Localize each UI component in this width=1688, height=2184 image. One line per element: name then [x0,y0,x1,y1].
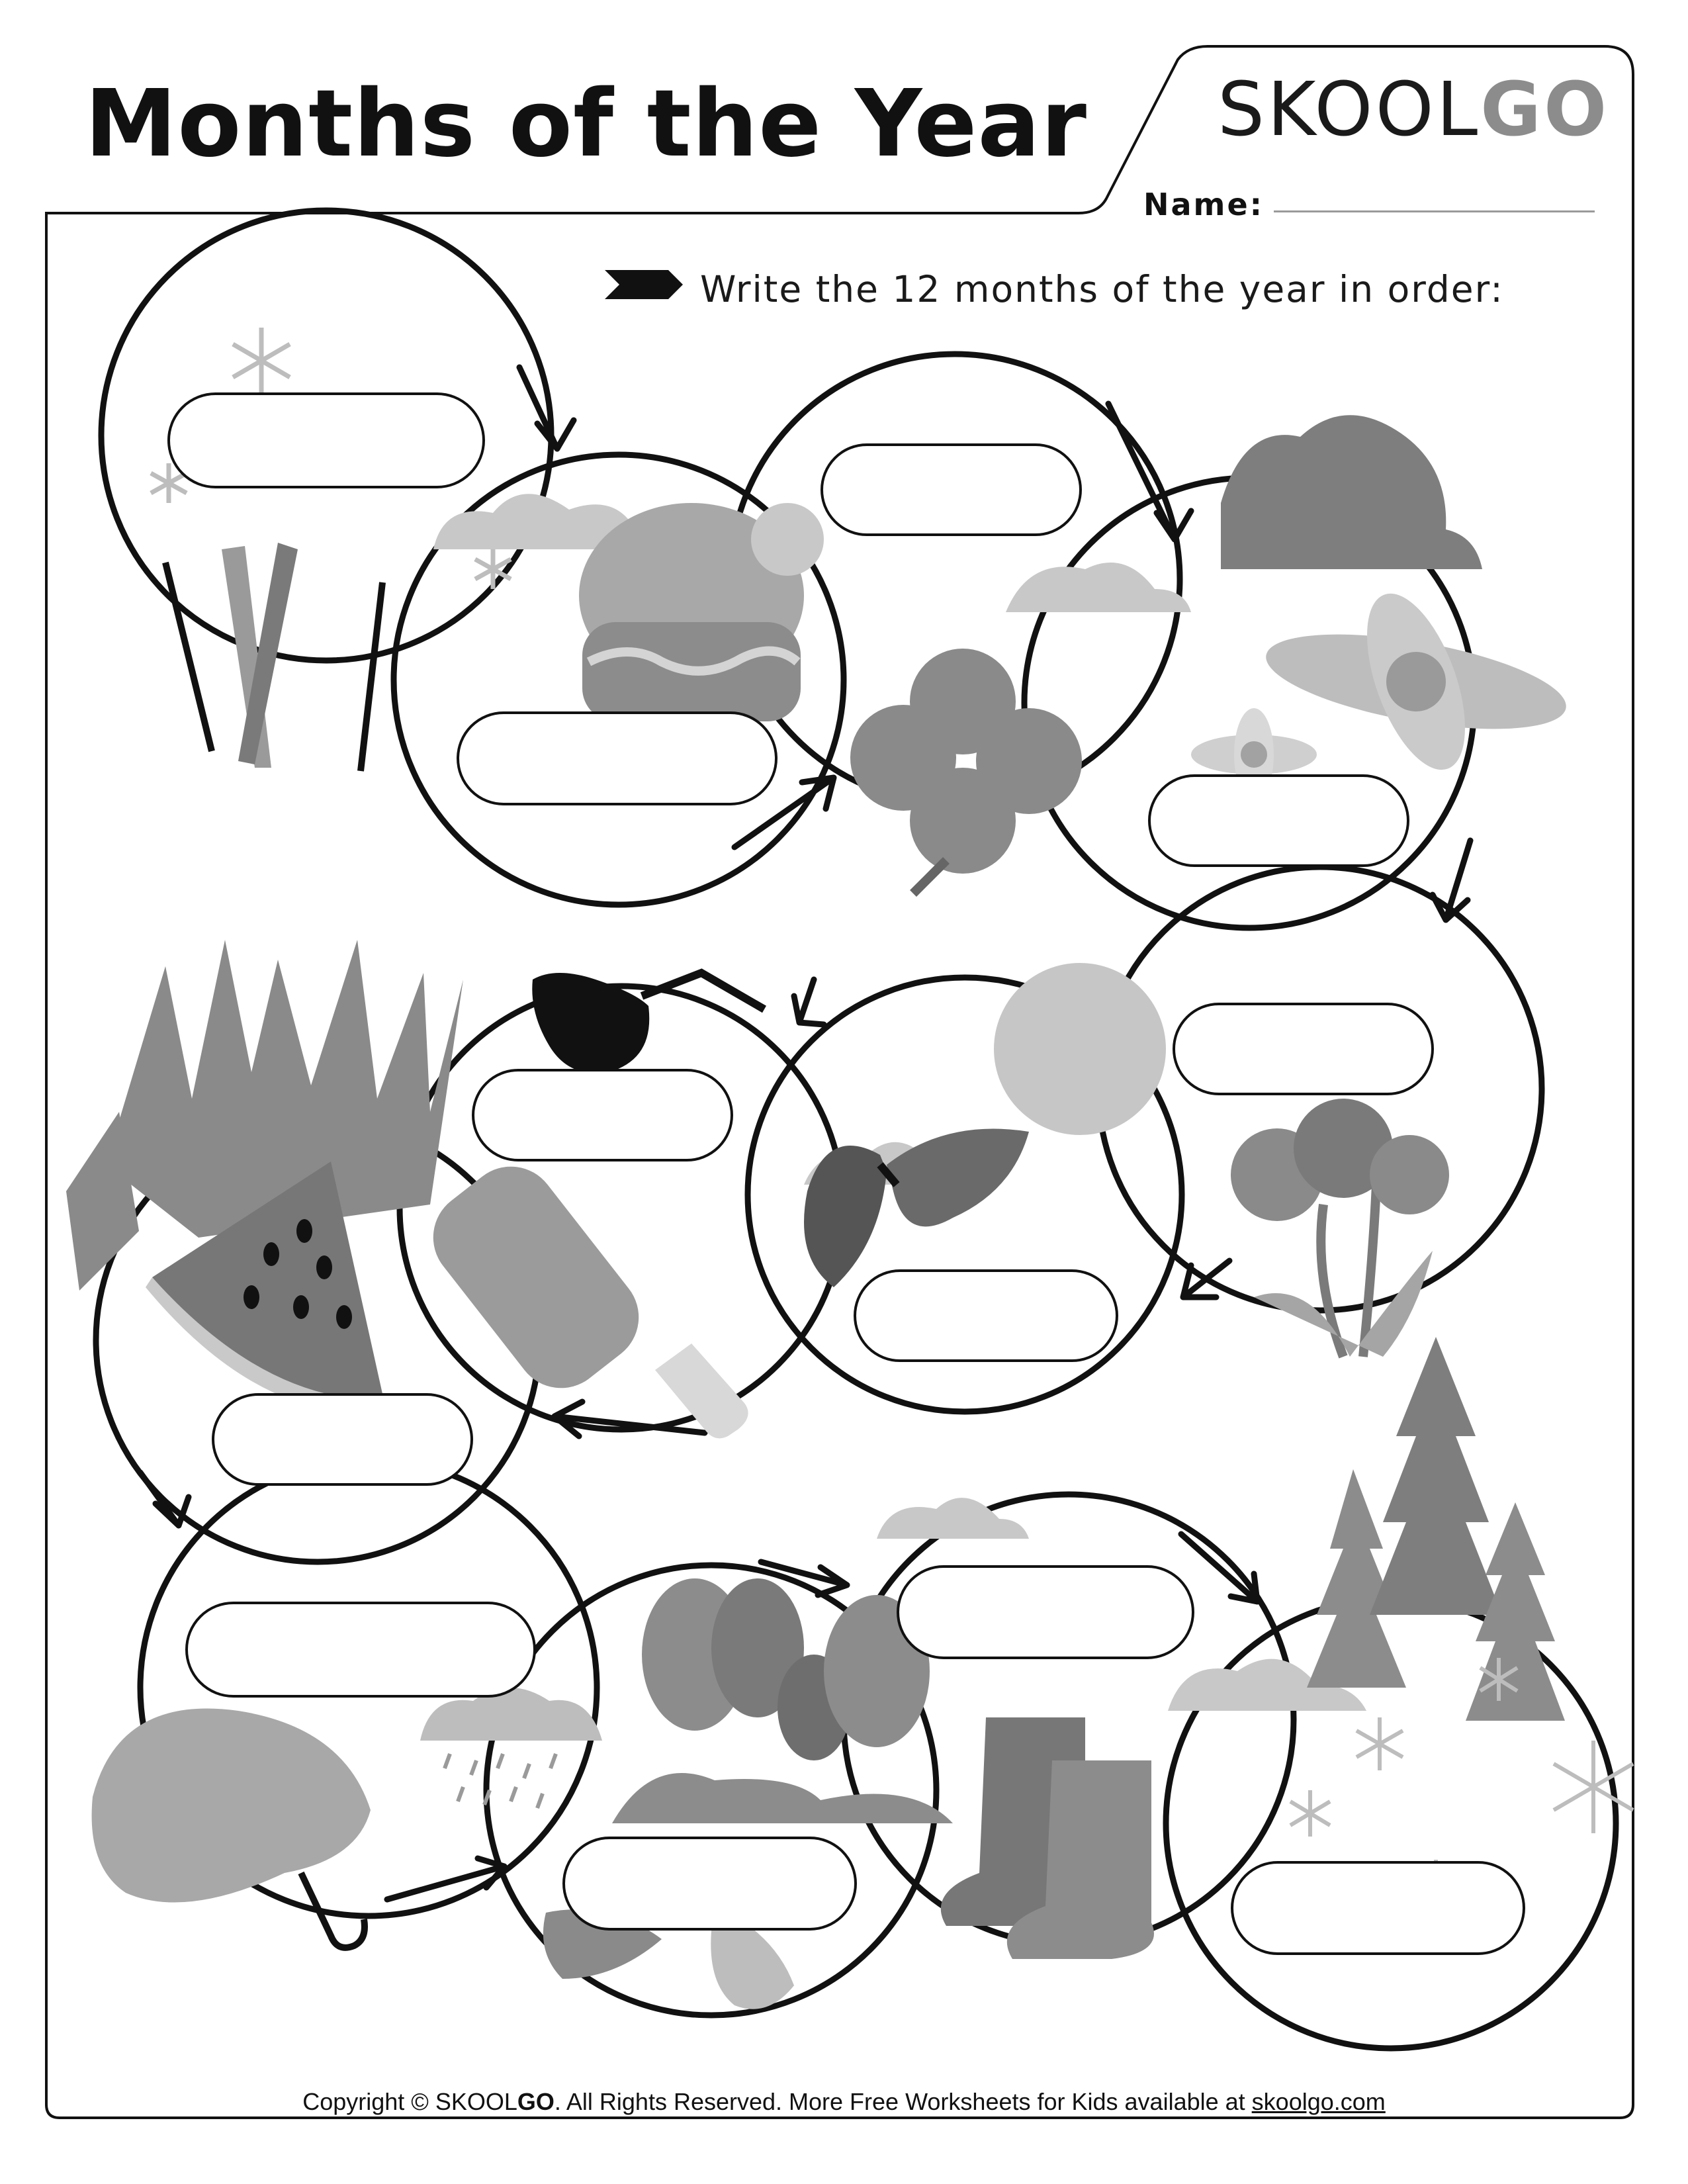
footer-middle: . All Rights Reserved. More Free Worksheets for Kids available at [554,2088,1252,2115]
clover-icon [850,649,1082,893]
month-box-10[interactable] [562,1837,857,1931]
month-box-9[interactable] [185,1602,536,1698]
footer-brand: GO [517,2088,555,2115]
month-box-8[interactable] [212,1393,473,1486]
month-box-6[interactable] [854,1269,1118,1362]
bush-icon [1221,415,1482,569]
brand-logo-part2: GO [1480,67,1610,153]
month-box-5[interactable] [1173,1003,1434,1095]
flower-bunch-icon [1231,1099,1449,1357]
sun-icon [994,963,1166,1135]
month-box-12[interactable] [1231,1861,1525,1955]
pine-trees-icon [1307,1337,1565,1721]
name-field[interactable] [1274,210,1595,212]
month-box-3[interactable] [821,443,1082,536]
page-title: Months of the Year [85,70,1087,178]
daisy-icon [1191,581,1573,801]
arrow-tag-icon [605,270,683,299]
instruction-text: Write the 12 months of the year in order: [700,268,1504,310]
brand-logo [1218,67,1610,153]
month-box-7[interactable] [472,1069,733,1161]
footer-copyright [0,2088,1688,2116]
name-label: Name: [1143,187,1265,222]
butterfly-icon [804,1129,1029,1287]
month-box-1[interactable] [167,392,485,488]
winter-hat-icon [579,503,824,721]
ice-pop-icon [415,1148,748,1438]
month-box-2[interactable] [457,711,777,805]
footer-prefix: Copyright © SKOOL [302,2088,517,2115]
month-box-11[interactable] [897,1565,1194,1659]
month-box-4[interactable] [1148,774,1409,867]
footer-link[interactable]: skoolgo.com [1251,2088,1386,2115]
brand-logo-part1: SKOOL [1218,67,1481,153]
rain-boots-icon [941,1717,1154,1959]
